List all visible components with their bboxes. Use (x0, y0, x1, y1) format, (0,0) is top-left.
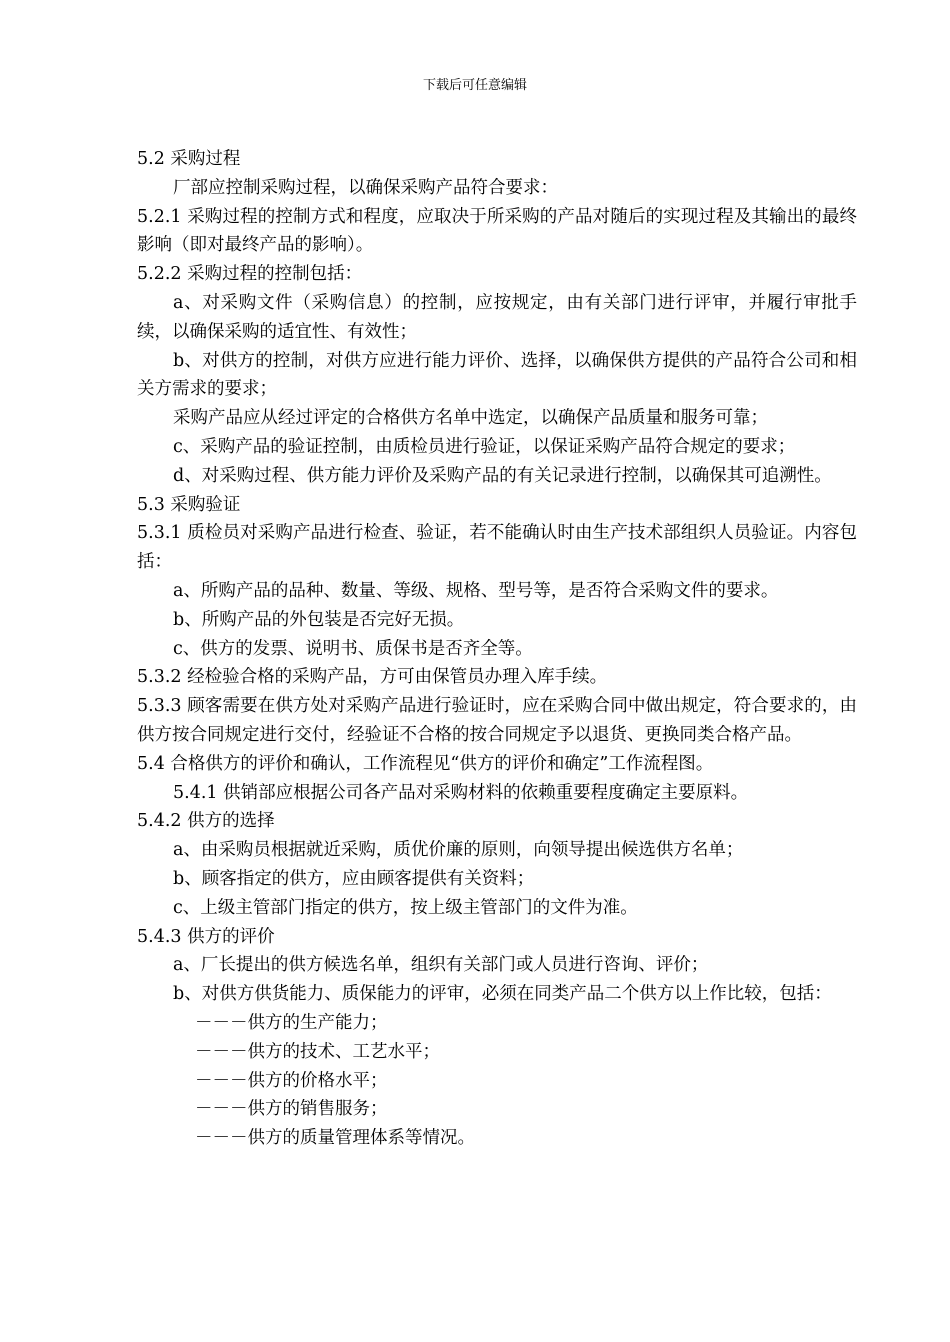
dash-list-item: －－－供方的价格水平； (195, 1070, 388, 1091)
list-item: c、采购产品的验证控制，由质检员进行验证，以保证采购产品符合规定的要求； (173, 436, 796, 457)
dash-list-item: －－－供方的技术、工艺水平； (195, 1041, 440, 1062)
section-heading: 5.4 合格供方的评价和确认，工作流程见“供方的评价和确定”工作流程图。 (137, 753, 714, 774)
list-item: a、由采购员根据就近采购，质优价廉的原则，向领导提出候选供方名单； (173, 840, 744, 861)
paragraph: 5.3.3 顾客需要在供方处对采购产品进行验证时，应在采购合同中做出规定，符合要求的，由供方按合同规定进行交付，经验证不合格的按合同规定予以退货、更换同类合格产品。 (137, 696, 857, 745)
section-heading: 5.3 采购验证 (137, 494, 241, 515)
paragraph: 厂部应控制采购过程，以确保采购产品符合要求： (173, 177, 558, 198)
paragraph: 5.3.1 质检员对采购产品进行检查、验证，若不能确认时由生产技术部组织人员验证。内容包括： (137, 523, 857, 573)
list-item: b、对供方的控制，对供方应进行能力评价、选择，以确保供方提供的产品符合公司和相关方需求的要求； (137, 350, 857, 400)
page-header: 下载后可任意编辑 (422, 78, 527, 93)
list-item: b、所购产品的外包装是否完好无损。 (173, 609, 465, 630)
dash-list-item: －－－供方的生产能力； (195, 1012, 388, 1033)
paragraph: 5.4.2 供方的选择 (137, 811, 275, 832)
list-item: a、厂长提出的供方候选名单，组织有关部门或人员进行咨询、评价； (173, 955, 709, 976)
paragraph: 5.2.1 采购过程的控制方式和程度，应取决于所采购的产品对随后的实现过程及其输出的最终影响（即对最终产品的影响）。 (137, 206, 857, 256)
list-item: a、所购产品的品种、数量、等级、规格、型号等，是否符合采购文件的要求。 (173, 580, 779, 601)
paragraph: 5.3.2 经检验合格的采购产品，方可由保管员办理入库手续。 (137, 667, 608, 688)
dash-list-item: －－－供方的销售服务； (195, 1099, 388, 1120)
document-body (137, 145, 857, 1153)
list-item: b、对供方供货能力、质保能力的评审，必须在同类产品二个供方以上作比较，包括： (173, 984, 832, 1005)
section-heading: 5.2 采购过程 (137, 149, 241, 169)
list-item: d、对采购过程、供方能力评价及采购产品的有关记录进行控制，以确保其可追溯性。 (173, 465, 832, 486)
list-item: a、对采购文件（采购信息）的控制，应按规定，由有关部门进行评审，并履行审批手续，以确保采购的适宜性、有效性； (137, 292, 857, 342)
list-item: c、上级主管部门指定的供方，按上级主管部门的文件为准。 (173, 897, 638, 918)
list-item: b、顾客指定的供方，应由顾客提供有关资料； (173, 868, 535, 889)
paragraph: 5.4.3 供方的评价 (137, 926, 275, 947)
list-item: c、供方的发票、说明书、质保书是否齐全等。 (173, 638, 533, 659)
paragraph: 5.2.2 采购过程的控制包括： (137, 264, 363, 285)
paragraph: 采购产品应从经过评定的合格供方名单中选定，以确保产品质量和服务可靠； (173, 408, 768, 429)
paragraph: 5.4.1 供销部应根据公司各产品对采购材料的依赖重要程度确定主要原料。 (173, 782, 749, 803)
dash-list-item: －－－供方的质量管理体系等情况。 (195, 1128, 475, 1149)
